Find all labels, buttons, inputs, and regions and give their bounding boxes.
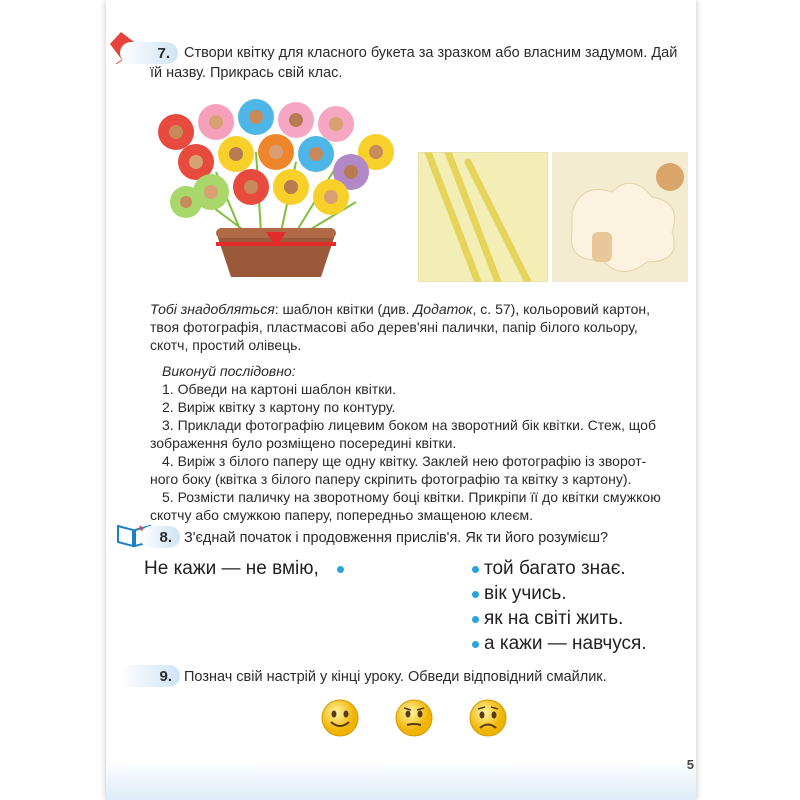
step-line: ного боку (квітка з білого паперу скріпить фотографію та квітку з картону).	[150, 471, 632, 487]
sad-smiley-icon[interactable]	[468, 698, 508, 738]
task-7-text-line1: Створи квітку для класного букета за зразком або власним задумом. Дай	[184, 45, 678, 61]
proverb-ending: той багато знає.	[484, 558, 626, 579]
task-7-number: 7.	[120, 42, 178, 64]
proverb-ending: а кажи — навчуся.	[484, 633, 647, 654]
neutral-smiley-icon[interactable]	[394, 698, 434, 738]
proverb-start-dot[interactable]	[337, 566, 344, 573]
task-9-question: Познач свій настрій у кінці уроку. Обведи відповідний смайлик.	[184, 669, 607, 685]
step-line: 4. Виріж з білого паперу ще одну квітку. Заклей нею фотографію із зворот-	[162, 453, 647, 469]
step-line: 1. Обведи на картоні шаблон квітки.	[162, 381, 397, 397]
page-number: 5	[686, 757, 694, 772]
task-9-number: 9.	[120, 665, 180, 687]
step-line: 3. Приклади фотографію лицевим боком на зворотний бік квітки. Стеж, щоб	[162, 417, 656, 433]
step-line: зображення було розміщено посередині квітки.	[150, 435, 457, 451]
textbook-page	[106, 0, 696, 800]
proverb-ending: як на світі жить.	[484, 608, 624, 629]
steps-heading: Виконуй послідовно:	[162, 363, 296, 379]
materials-label: Тобі знадобляться	[150, 301, 275, 317]
step-line: 5. Розмісти паличку на зворотному боці квітки. Прикріпи її до квітки смужкою	[162, 489, 661, 505]
proverb-ending: вік учись.	[484, 583, 567, 604]
proverb-start: Не кажи — не вмію,	[144, 558, 319, 579]
happy-smiley-icon[interactable]	[320, 698, 360, 738]
proverb-ending-dot[interactable]	[472, 591, 479, 598]
materials-text2: , с. 57), кольоровий картон,	[472, 301, 650, 317]
materials-ref: Додаток	[413, 301, 473, 317]
materials-line3: скотч, простий олівець.	[150, 337, 302, 353]
sticks-photo	[418, 152, 548, 282]
proverb-ending-dot[interactable]	[472, 616, 479, 623]
materials-line2: твоя фотографія, пластмасові або дерев'яні палички, папір білого кольору,	[150, 319, 638, 335]
task-8-number: 8.	[140, 526, 180, 548]
materials-line1	[150, 300, 688, 318]
task-7-text-line2: їй назву. Прикрась свій клас.	[150, 65, 343, 81]
materials-text1: : шаблон квітки (див.	[274, 301, 414, 317]
flower-bouquet-image	[146, 92, 401, 282]
step-line: скотчу або смужкою паперу, попередньо змащеною клеєм.	[150, 507, 533, 523]
page-footer-band	[106, 760, 696, 800]
flower-template-photo	[552, 152, 688, 282]
task-8-question: З'єднай початок і продовження прислів'я. Як ти його розумієш?	[184, 530, 609, 546]
proverb-ending-dot[interactable]	[472, 641, 479, 648]
step-line: 2. Виріж квітку з картону по контуру.	[162, 399, 396, 415]
proverb-ending-dot[interactable]	[472, 566, 479, 573]
